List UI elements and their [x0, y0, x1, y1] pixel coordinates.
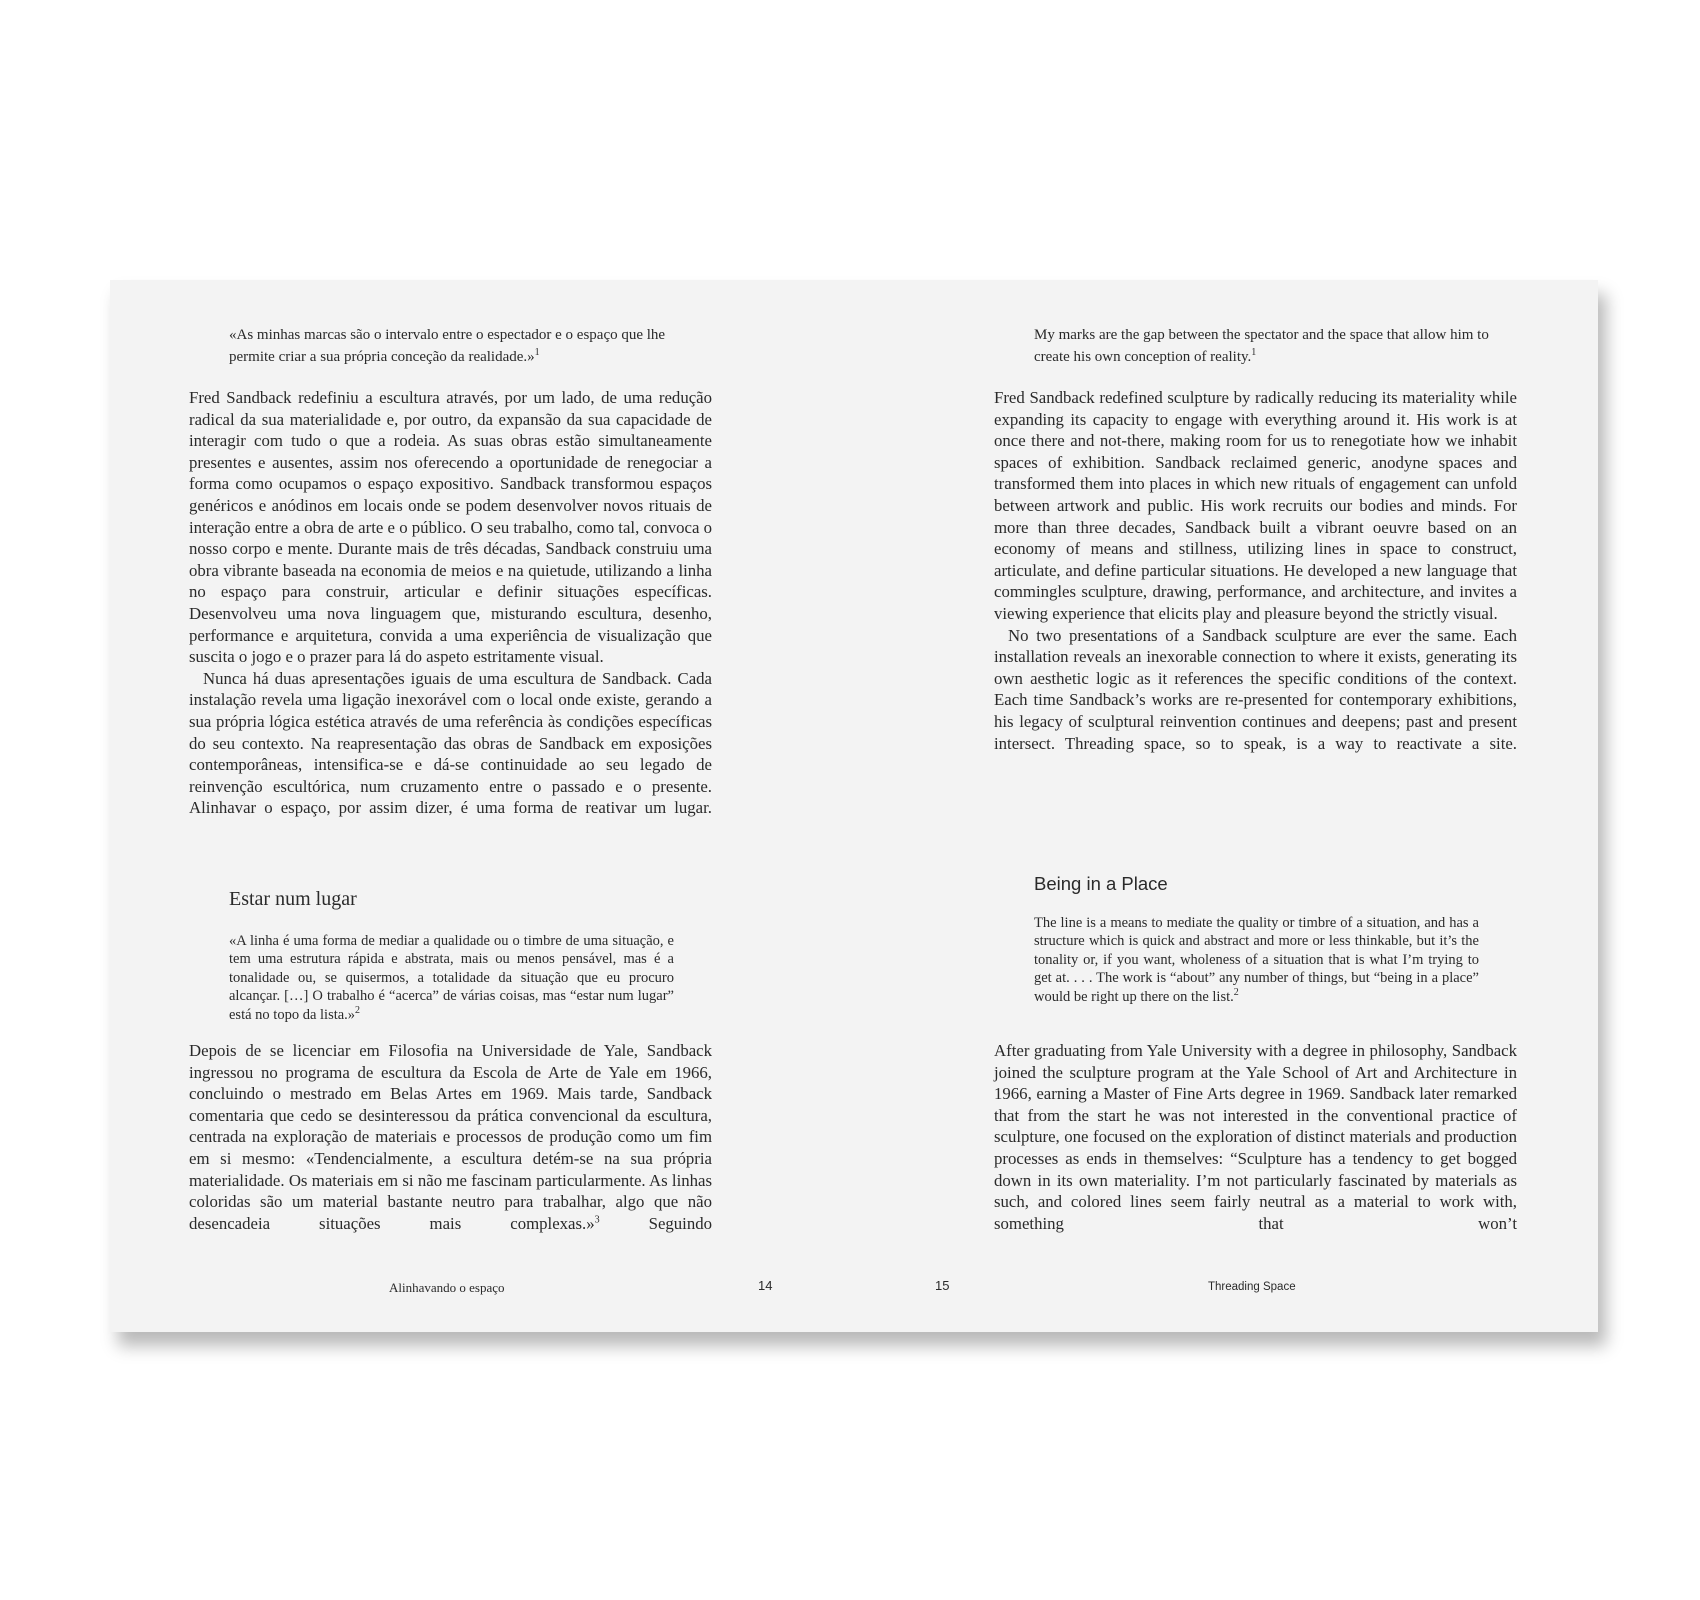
paragraph: No two presentations of a Sandback sculpture are ever the same. Each installation reveals an inexorable connection to where it exists, generating its own aesthetic logic as it references the specific conditions of the context. Each time Sandback’s works are re-presented for contemporary exhibitions, his legacy of sculptural reinvention continues and deepens; past and present intersect. Threading space, so to speak, is a way to reactivate a site. — [994, 625, 1517, 753]
epigraph-text: My marks are the gap between the spectator and the space that allow him to create his own conception of reality. — [1034, 327, 1489, 365]
footnote-ref: 1 — [1251, 346, 1257, 358]
footnote-ref: 1 — [534, 346, 540, 358]
right-page — [854, 280, 1598, 1332]
epigraph-text: «As minhas marcas são o intervalo entre o espectador e o espaço que lhe permite criar a sua própria conceção da realidade.» — [229, 327, 666, 365]
book-spread — [110, 280, 1598, 1332]
body-text — [189, 1040, 712, 1234]
page-number: 15 — [935, 1278, 950, 1293]
page-number: 14 — [758, 1278, 773, 1293]
running-head: Threading Space — [1208, 1281, 1296, 1293]
block-quote — [229, 932, 674, 1024]
paragraph-text: Depois de se licenciar em Filosofia na Universidade de Yale, Sandback ingressou no programa de escultura da Escola de Arte de Yale em 1966, concluindo o mestrado em Belas Artes em 1969. Mais tarde, Sandback comentaria que cedo se desinteressou da prática convencional da escultura, centrada na exploração de materiais e processos de produção como um fim em si mesmo: «Tendencialmente, a escultura detém-se na sua própria materialidade. Os materiais em si não me fascinam particularmente. As linhas coloridas são um material bastante neutro para trabalhar, algo que não desencadeia situações mais complexas.» — [189, 1041, 712, 1233]
body-text — [994, 387, 1517, 754]
footnote-ref: 2 — [1233, 986, 1239, 998]
left-page — [110, 280, 854, 1332]
paragraph: Nunca há duas apresentações iguais de uma escultura de Sandback. Cada instalação revela uma ligação inexorável com o local onde existe, gerando a sua própria lógica estética através de uma referência às condições específicas do seu contexto. Na reapresentação das obras de Sandback em exposições contemporâneas, intensifica-se e dá-se continuidade ao seu legado de reinvenção escultórica, num cruzamento entre o passado e o presente. Alinhavar o espaço, por assim dizer, é uma forma de reativar um lugar. — [189, 668, 712, 818]
body-text — [994, 1040, 1517, 1234]
section-heading: Estar num lugar — [229, 888, 357, 910]
paragraph — [189, 1040, 712, 1234]
epigraph — [229, 325, 674, 368]
block-quote-text: «A linha é uma forma de mediar a qualidade ou o timbre de uma situação, e tem uma estrutura rápida e abstrata, mais ou menos pensável, mas é a tonalidade ou, se quisermos, a totalidade da situação que eu procuro alcançar. […] O trabalho é “acerca” de várias coisas, mas “estar num lugar” está no topo da lista.» — [229, 933, 674, 1023]
paragraph: Fred Sandback redefined sculpture by radically reducing its materiality while expanding its capacity to engage with everything around it. His work is at once there and not-there, making room for us to renegotiate how we inhabit spaces of exhibition. Sandback reclaimed generic, anodyne spaces and transformed them into places in which new rituals of engagement can unfold between artwork and public. His work recruits our bodies and minds. For more than three decades, Sandback built a vibrant oeuvre based on an economy of means and stillness, utilizing lines in space to construct, articulate, and define particular situations. He developed a new language that commingles sculpture, drawing, performance, and architecture, and invites a viewing experience that elicits play and pleasure beyond the strictly visual. — [994, 388, 1517, 623]
footnote-ref: 3 — [594, 1214, 600, 1226]
section-heading: Being in a Place — [1034, 873, 1168, 894]
block-quote — [1034, 914, 1479, 1006]
epigraph — [1034, 325, 1504, 368]
running-head: Alinhavando o espaço — [389, 1280, 505, 1295]
body-text — [189, 387, 712, 819]
paragraph-text: Seguindo — [599, 1213, 713, 1233]
paragraph: Fred Sandback redefiniu a escultura através, por um lado, de uma redução radical da sua materialidade e, por outro, da expansão da sua capacidade de interagir com tudo o que a rodeia. As suas obras estão simultaneamente presentes e ausentes, assim nos oferecendo a oportunidade de renegociar a forma como ocupamos o espaço expositivo. Sandback transformou espaços genéricos e anódinos em locais onde se podem desenvolver novos rituais de interação entre a obra de arte e o público. O seu trabalho, como tal, convoca o nosso corpo e mente. Durante mais de três décadas, Sandback construiu uma obra vibrante baseada na economia de meios e na quietude, utilizando a linha no espaço para construir, articular e definir situações específicas. Desenvolveu uma nova linguagem que, misturando escultura, desenho, performance e arquitetura, convida a uma experiência de visualização que suscita o jogo e o prazer para lá do aspeto estritamente visual. — [189, 388, 712, 667]
paragraph: After graduating from Yale University with a degree in philosophy, Sandback joined the sculpture program at the Yale School of Art and Architecture in 1966, earning a Master of Fine Arts degree in 1969. Sandback later remarked that from the start he was not interested in the conventional practice of sculpture, one focused on the exploration of distinct materials and production processes as ends in themselves: “Sculpture has a tendency to get bogged down in its own materiality. I’m not particularly fascinated by materials as such, and colored lines seem fairly neutral as a material to work with, something that won’t — [994, 1041, 1517, 1233]
block-quote-text: The line is a means to mediate the quality or timbre of a situation, and has a structure which is quick and abstract and more or less thinkable, but it’s the tonality or, if you want, wholeness of a situation that is what I’m trying to get at. . . . The work is “about” any number of things, but “being in a place” would be right up there on the list. — [1034, 915, 1479, 1005]
footnote-ref: 2 — [355, 1004, 361, 1016]
